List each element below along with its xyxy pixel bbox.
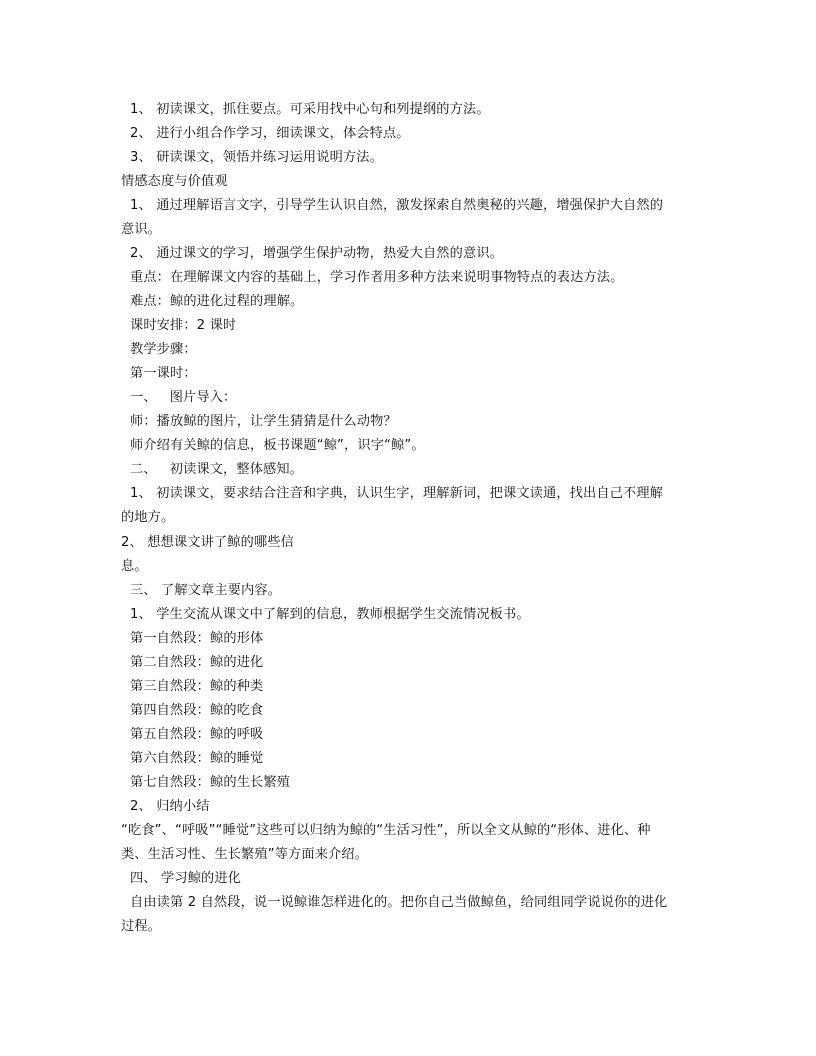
text-line: 2、 想想课文讲了鲸的哪些信 <box>121 535 294 550</box>
text-line: 意识。 <box>121 222 162 237</box>
text-line: 第二自然段：鲸的进化 <box>130 655 264 670</box>
text-line: 三、 了解文章主要内容。 <box>130 583 282 598</box>
text-line: 一、 图片导入： <box>130 390 237 405</box>
text-line: 1、 初读课文，抓住要点。可采用找中心句和列提纲的方法。 <box>130 102 490 117</box>
text-line: 四、 学习鲸的进化 <box>130 871 242 886</box>
text-line: 1、 学生交流从课文中了解到的信息，教师根据学生交流情况板书。 <box>130 607 530 622</box>
text-line: 第四自然段：鲸的吃食 <box>130 703 264 718</box>
text-line: 2、 通过课文的学习，增强学生保护动物，热爱大自然的意识。 <box>130 246 503 261</box>
text-line: 过程。 <box>121 919 162 934</box>
text-line: 重点：在理解课文内容的基础上，学习作者用多种方法来说明事物特点的表达方法。 <box>130 270 624 285</box>
text-line: 课时安排：2 课时 <box>130 318 237 333</box>
text-line: 1、 初读课文，要求结合注音和字典，认识生字，理解新词，把课文读通，找出自己不理解 <box>130 486 664 501</box>
text-line: 2、 归纳小结 <box>130 799 210 814</box>
text-line: 难点：鲸的进化过程的理解。 <box>130 294 304 309</box>
text-line: 第一自然段：鲸的形体 <box>130 631 264 646</box>
text-line: 第七自然段：鲸的生长繁殖 <box>130 775 291 790</box>
text-line: 教学步骤： <box>130 342 197 357</box>
text-line: 类、生活习性、生长繁殖”等方面来介绍。 <box>121 847 369 862</box>
text-line: 师：播放鲸的图片，让学生猜猜是什么动物？ <box>130 414 397 429</box>
text-line: 第一课时： <box>130 366 197 381</box>
text-line: 自由读第 2 自然段，说一说鲸谁怎样进化的。把你自己当做鲸鱼，给同组同学说说你的进化 <box>130 895 668 910</box>
section-heading: 情感态度与价值观 <box>121 174 228 189</box>
text-line: 1、 通过理解语言文字，引导学生认识自然，激发探索自然奥秘的兴趣，增强保护大自然的 <box>130 198 664 213</box>
text-line: 第五自然段：鲸的呼吸 <box>130 727 264 742</box>
text-line: 第六自然段：鲸的睡觉 <box>130 751 264 766</box>
text-line: “吃食”、“呼吸”“睡觉”这些可以归纳为鲸的“生活习性”，所以全文从鲸的“形体、进化、种 <box>121 823 651 838</box>
text-line: 二、 初读课文，整体感知。 <box>130 462 304 477</box>
text-line: 第三自然段：鲸的种类 <box>130 679 264 694</box>
text-line: 师介绍有关鲸的信息，板书课题“鲸”，识字“鲸”。 <box>130 438 425 453</box>
text-line: 息。 <box>121 559 148 574</box>
text-line: 的地方。 <box>121 510 175 525</box>
text-line: 2、 进行小组合作学习，细读课文，体会特点。 <box>130 126 410 141</box>
text-line: 3、 研读课文，领悟并练习运用说明方法。 <box>130 150 383 165</box>
